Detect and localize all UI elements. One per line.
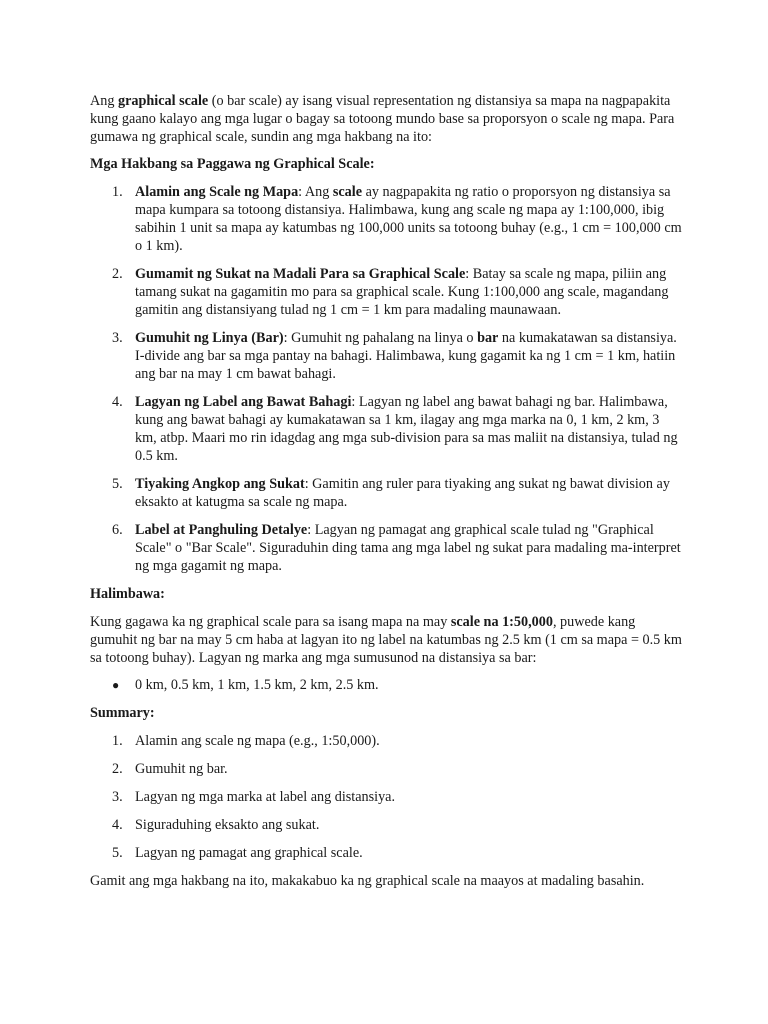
step-number: 5. xyxy=(112,476,123,492)
step-bold: bar xyxy=(477,330,499,346)
example-scale: scale na 1:50,000 xyxy=(450,614,553,630)
step-title: Gumuhit ng Linya (Bar) xyxy=(135,330,284,346)
step-text: : Batay sa scale ng mapa, piliin ang tamang sukat na gagamitin mo para sa graphical scale. Kung 1:100,000 ang scale, magandang gamitin ang distansiyang tulad ng 1 cm = 1 km para madaling maunawaan. xyxy=(135,266,669,318)
intro-paragraph xyxy=(90,92,682,146)
example-text-start: Kung gagawa ka ng graphical scale para sa isang mapa na may xyxy=(90,614,451,630)
summary-number: 4. xyxy=(112,817,123,833)
example-text-end: , puwede kang gumuhit ng bar na may 5 cm haba at lagyan ito ng label na katumbas ng 2.5 km (1 cm sa mapa = 0.5 km sa totoong buhay). Lagyan ng marka ang mga sumusunod na distansiya sa bar: xyxy=(90,614,682,666)
step-title: Lagyan ng Label ang Bawat Bahagi xyxy=(135,394,352,410)
step-item xyxy=(90,475,682,511)
step-number: 4. xyxy=(112,394,123,410)
bullet-icon: ● xyxy=(112,678,120,692)
step-title: Alamin ang Scale ng Mapa xyxy=(135,184,299,200)
step-number: 3. xyxy=(112,330,123,346)
summary-number: 2. xyxy=(112,761,123,777)
summary-item xyxy=(90,760,682,778)
step-text: : Gumuhit ng pahalang na linya o xyxy=(283,330,478,346)
summary-number: 3. xyxy=(112,789,123,805)
step-number: 6. xyxy=(112,522,123,538)
summary-heading: Summary: xyxy=(90,705,155,721)
summary-item xyxy=(90,732,682,750)
step-number: 1. xyxy=(112,184,123,200)
step-title: Label at Panghuling Detalye xyxy=(135,522,308,538)
step-text: : Lagyan ng pamagat ang graphical scale tulad ng "Graphical Scale" o "Bar Scale". Siguraduhin ding tama ang mga label ng sukat para madaling ma-interpret ng mga gagamit ng mapa. xyxy=(135,522,681,574)
steps-list xyxy=(90,183,682,575)
step-item xyxy=(90,265,682,319)
steps-heading: Mga Hakbang sa Paggawa ng Graphical Scale: xyxy=(90,156,375,172)
distance-marks: 0 km, 0.5 km, 1 km, 1.5 km, 2 km, 2.5 km. xyxy=(135,677,379,693)
step-title: Gumamit ng Sukat na Madali Para sa Graphical Scale xyxy=(135,266,466,282)
list-item xyxy=(90,676,682,694)
summary-item xyxy=(90,788,682,806)
closing-paragraph: Gamit ang mga hakbang na ito, makakabuo ka ng graphical scale na maayos at madaling basahin. xyxy=(90,873,645,889)
summary-number: 5. xyxy=(112,845,123,861)
distance-list xyxy=(90,676,682,694)
summary-text: Alamin ang scale ng mapa (e.g., 1:50,000). xyxy=(135,733,380,749)
step-text: : Lagyan ng label ang bawat bahagi ng bar. Halimbawa, kung ang bawat bahagi ay kumakatawan sa 1 km, ilagay ang mga marka na 0, 1 km, 2 km, 3 km, atbp. Maari mo rin idagdag ang mga sub-division para sa mas maliit na distansiya, tulad ng 0.5 km. xyxy=(135,394,678,464)
step-bold: scale xyxy=(332,184,363,200)
step-title: Tiyaking Angkop ang Sukat xyxy=(135,476,305,492)
step-item xyxy=(90,329,682,383)
summary-list xyxy=(90,732,682,862)
summary-item xyxy=(90,816,682,834)
intro-text-start: Ang xyxy=(90,93,118,109)
step-item xyxy=(90,183,682,255)
summary-number: 1. xyxy=(112,733,123,749)
summary-text: Lagyan ng pamagat ang graphical scale. xyxy=(135,845,363,861)
step-text-end: ay nagpapakita ng ratio o proporsyon ng distansiya sa mapa kumpara sa totoong distansiya. Halimbawa, kung ang scale ng mapa ay 1:100,000, ibig sabihin 1 unit sa mapa ay katumbas ng 100,000 units sa totoong buhay (e.g., 1 cm = 100,000 cm o 1 km). xyxy=(135,184,682,254)
step-text-end: na kumakatawan sa distansiya. I-divide ang bar sa mga pantay na bahagi. Halimbawa, kung gagamit ka ng 1 cm = 1 km, hatiin ang bar na may 1 cm bawat bahagi. xyxy=(135,330,677,382)
step-item xyxy=(90,521,682,575)
summary-text: Lagyan ng mga marka at label ang distansiya. xyxy=(135,789,396,805)
step-number: 2. xyxy=(112,266,123,282)
step-text: : Gamitin ang ruler para tiyaking ang sukat ng bawat division ay eksakto at katugma sa scale ng mapa. xyxy=(135,476,670,510)
document-body xyxy=(90,92,682,899)
summary-text: Siguraduhing eksakto ang sukat. xyxy=(135,817,320,833)
summary-item xyxy=(90,844,682,862)
step-text: : Ang xyxy=(298,184,333,200)
example-heading: Halimbawa: xyxy=(90,586,165,602)
intro-term: graphical scale xyxy=(117,93,209,109)
example-paragraph xyxy=(90,613,682,667)
intro-text-end: (o bar scale) ay isang visual representation ng distansiya sa mapa na nagpapakita kung gaano kalayo ang mga lugar o bagay sa totoong mundo base sa proporsyon o scale ng mapa. Para gumawa ng graphical scale, sundin ang mga hakbang na ito: xyxy=(90,93,675,145)
summary-text: Gumuhit ng bar. xyxy=(135,761,228,777)
step-item xyxy=(90,393,682,465)
